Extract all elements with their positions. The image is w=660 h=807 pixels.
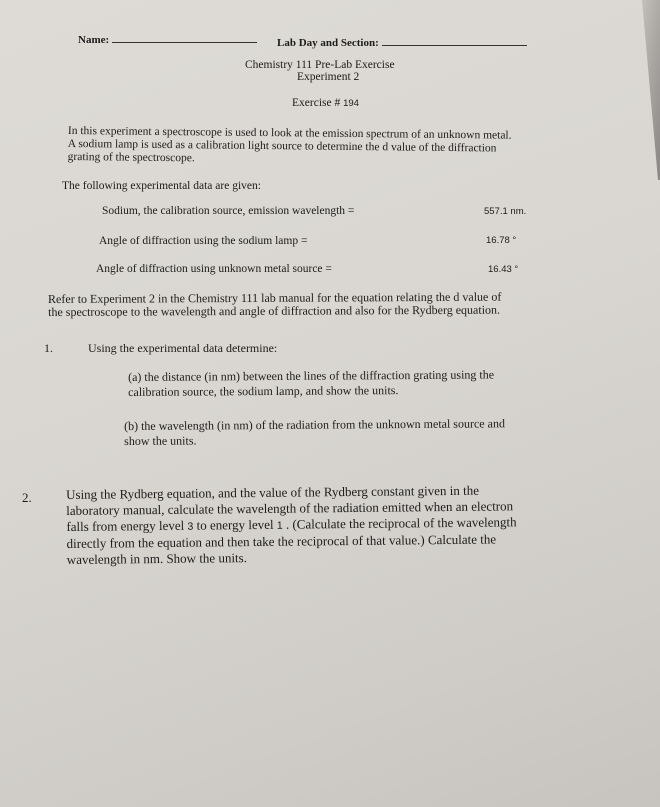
course-title: Chemistry 111 Pre-Lab Exercise: [245, 59, 395, 71]
intro-paragraph: [68, 125, 608, 170]
intro-line-2: A sodium lamp is used as a calibration light source to determine the d value of the diffraction: [67, 137, 497, 155]
data-value-sodium-wavelength: 557.1 nm.: [484, 206, 527, 217]
q2-line-2: laboratory manual, calculate the wavelength of the radiation emitted when an electron: [66, 498, 514, 518]
name-blank-line[interactable]: [112, 42, 257, 43]
q2-line-1: Using the Rydberg equation, and the value of the Rydberg constant given in the: [66, 482, 480, 502]
q1-number: 1.: [44, 341, 53, 355]
q2-line-3-mid: to energy level: [196, 516, 274, 533]
intro-line-1: In this experiment a spectroscope is used to look at the emission spectrum of an unknown metal.: [67, 125, 512, 142]
q1-a-line-1: (a) the distance (in nm) between the lines of the diffraction grating using the: [128, 367, 495, 384]
q2-line-3-post: . (Calculate the reciprocal of the wavelength: [285, 514, 517, 532]
data-value-metal-angle: 16.43 °: [488, 264, 519, 275]
page-edge-shadow: [620, 0, 660, 180]
refer-line-2: the spectroscope to the wavelength and angle of diffraction and also for the Rydberg equation.: [48, 302, 501, 319]
intro-line-3: grating of the spectroscope.: [67, 150, 195, 165]
q1-part-b: [124, 416, 624, 449]
exercise-label: Exercise #: [292, 97, 341, 109]
q2-line-4: directly from the equation and then take the reciprocal of that value.) Calculate the: [66, 531, 497, 551]
q1-b-line-2: show the units.: [124, 433, 197, 448]
name-label: Name:: [78, 34, 110, 46]
refer-line-1: Refer to Experiment 2 in the Chemistry 111 lab manual for the equation relating the d value of: [47, 289, 502, 306]
q2-text: [66, 481, 637, 568]
q2-line-3-pre: falls from energy level: [66, 517, 185, 534]
q2-line-5: wavelength in nm. Show the units.: [66, 550, 248, 567]
exercise-number: 194: [343, 98, 359, 109]
section-field: [277, 37, 527, 49]
data-heading: The following experimental data are given:: [62, 180, 261, 192]
name-field: [78, 34, 257, 46]
exercise-line: [292, 97, 359, 109]
data-label-metal-angle: Angle of diffraction using unknown metal source =: [96, 263, 332, 275]
data-label-sodium-wavelength: Sodium, the calibration source, emission wavelength =: [102, 205, 355, 217]
q2-level-to: 1: [276, 519, 283, 532]
experiment-title: Experiment 2: [297, 71, 360, 83]
q1-a-line-2: calibration source, the sodium lamp, and show the units.: [128, 383, 399, 399]
data-value-sodium-angle: 16.78 °: [486, 235, 517, 246]
q2-number: 2.: [22, 490, 32, 505]
section-blank-line[interactable]: [382, 45, 527, 46]
q1-text: Using the experimental data determine:: [88, 341, 278, 355]
section-label: Lab Day and Section:: [277, 37, 379, 49]
refer-paragraph: [48, 290, 618, 319]
q1-part-a: [128, 367, 618, 400]
q2-level-from: 3: [187, 520, 194, 533]
q1-b-line-1: (b) the wavelength (in nm) of the radiation from the unknown metal source and: [124, 416, 505, 433]
data-label-sodium-angle: Angle of diffraction using the sodium lamp =: [99, 235, 308, 247]
